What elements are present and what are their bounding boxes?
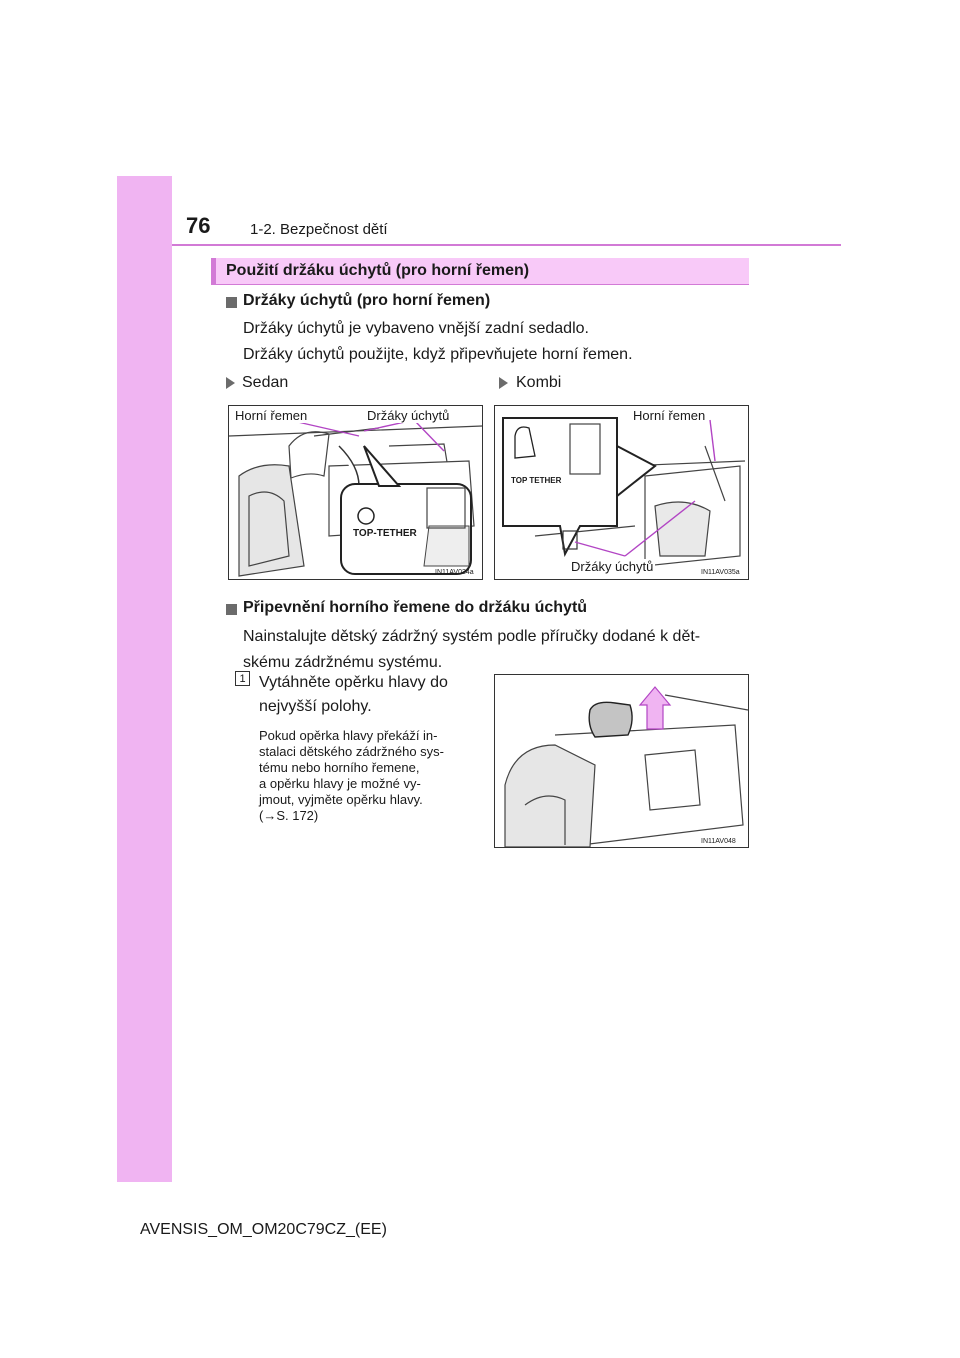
- step1-line2: nejvyšší polohy.: [259, 698, 372, 715]
- kombi-illustration: [494, 405, 749, 580]
- headrest-illustration: [494, 674, 749, 848]
- block2-heading: Připevnění horního řemene do držáku úchytů: [243, 599, 588, 616]
- kombi-logo-text: TOP TETHER: [511, 476, 562, 485]
- step1-line1: Vytáhněte opěrku hlavy do: [259, 674, 448, 691]
- kombi-label-anchor: Držáky úchytů: [571, 559, 654, 574]
- sedan-figure-code: IN11AV034a: [435, 569, 474, 576]
- step1-note-line2: stalaci dětského zádržného sys-: [259, 744, 444, 759]
- variant-sedan-label: Sedan: [242, 374, 289, 391]
- running-header: 1-2. Bezpečnost dětí: [250, 221, 388, 238]
- block1-heading: Držáky úchytů (pro horní řemen): [243, 292, 491, 309]
- square-bullet-icon: [226, 604, 237, 615]
- step1-note-line4: a opěrku hlavy je možné vy-: [259, 776, 421, 791]
- footer-document-code: AVENSIS_OM_OM20C79CZ_(EE): [140, 1221, 387, 1238]
- headrest-drawing: [495, 675, 748, 847]
- header-rule: [172, 244, 841, 246]
- step1-note-line1: Pokud opěrka hlavy překáží in-: [259, 728, 438, 743]
- triangle-bullet-icon: [499, 377, 508, 389]
- step1-note-line5: jmout, vyjměte opěrku hlavy.: [259, 792, 423, 807]
- variant-kombi-label: Kombi: [516, 374, 562, 391]
- step1-note: [259, 728, 479, 824]
- sedan-seat-drawing: [229, 406, 482, 579]
- section-title: Použití držáku úchytů (pro horní řemen): [226, 262, 530, 279]
- step1-note-line6: (→S. 172): [259, 808, 319, 823]
- sedan-logo-text: TOP-TETHER: [353, 528, 417, 539]
- square-bullet-icon: [226, 297, 237, 308]
- block2-line1: Nainstalujte dětský zádržný systém podle příručky dodané k dět-: [243, 628, 701, 645]
- block2-line2: skému zádržnému systému.: [243, 654, 443, 671]
- kombi-cargo-drawing: [495, 406, 748, 579]
- sedan-label-strap: Horní řemen: [235, 408, 308, 423]
- block1-line2: Držáky úchytů použijte, když připevňujete horní řemen.: [243, 346, 633, 363]
- chapter-sidebar-tab: [117, 176, 172, 1182]
- page-number: 76: [186, 213, 211, 238]
- step1-note-line3: tému nebo horního řemene,: [259, 760, 420, 775]
- headrest-figure-code: IN11AV048: [701, 838, 736, 845]
- triangle-bullet-icon: [226, 377, 235, 389]
- kombi-figure-code: IN11AV035a: [701, 569, 740, 576]
- block1-line1: Držáky úchytů je vybaveno vnější zadní sedadlo.: [243, 320, 589, 337]
- step-number-badge: 1: [235, 671, 250, 686]
- sedan-label-anchor: Držáky úchytů: [367, 408, 450, 423]
- sedan-illustration: [228, 405, 483, 580]
- section-rule: [211, 284, 749, 285]
- kombi-label-strap: Horní řemen: [633, 408, 706, 423]
